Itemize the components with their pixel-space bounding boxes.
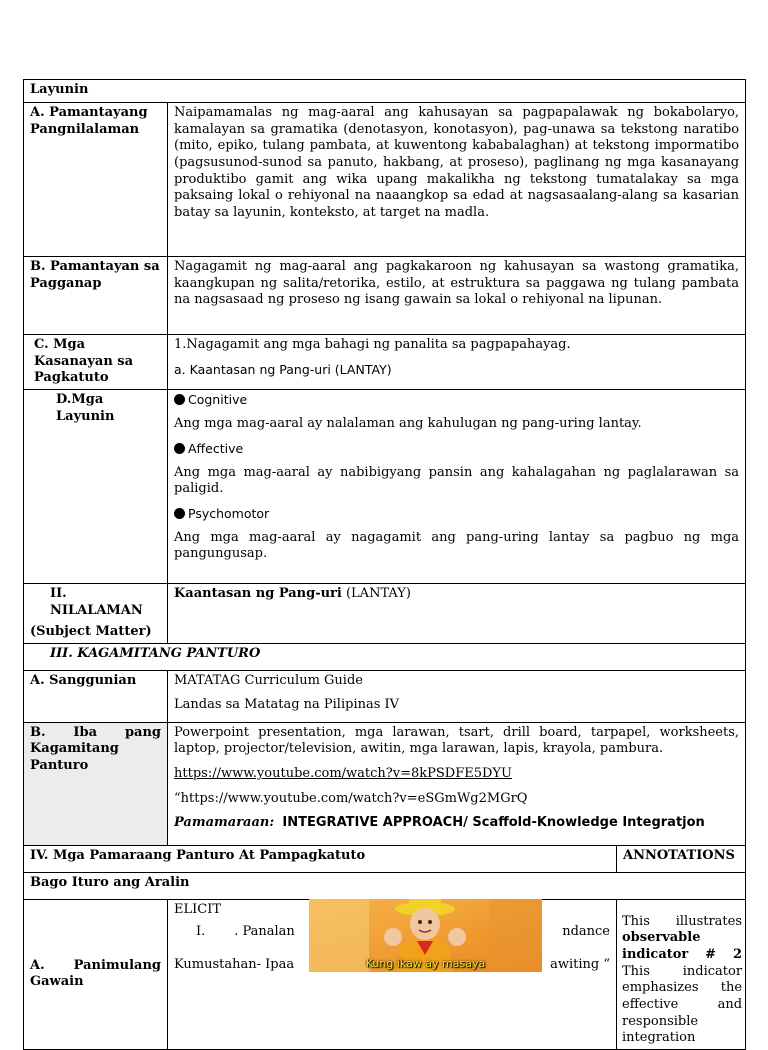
affective-heading (174, 441, 739, 457)
kasanayan-line-2: a. Kaantasan ng Pang-uri (LANTAY) (174, 361, 392, 377)
kagamitan-heading: III. KAGAMITANG PANTURO (24, 643, 746, 670)
kasanayan-line-1: 1.Nagagamit ang mga bahagi ng panalita sa pagpapahayag. (174, 337, 571, 352)
kasanayan-label: C. Mga Kasanayan sa Pagkatuto (24, 335, 168, 390)
layunin-heading: Layunin (24, 80, 746, 103)
sanggunian-content (168, 670, 746, 722)
cognitive-text: Ang mga mag-aaral ay nalalaman ang kahulugan ng pang-uring lantay. (174, 415, 642, 431)
annotation-cell (617, 899, 746, 1049)
annotation-bold: observable indicator # 2 (622, 930, 743, 962)
psychomotor-label: Psychomotor (188, 505, 270, 521)
pamaraang-row (24, 845, 746, 872)
sanggunian-row (24, 670, 746, 722)
annotation-text-2: This indicator emphasizes the effective and responsible integration (622, 963, 743, 1046)
pamamaraan-line (174, 815, 739, 832)
affective-text: Ang mga mag-aaral ay nabibigyang pansin ang kahalagahan ng paglalarawan sa paligid. (174, 464, 740, 497)
cognitive-label: Cognitive (188, 391, 248, 407)
pamantayan-sa-pagganap-label: B. Pamantayan sa Pagganap (24, 257, 168, 335)
panimulang-line-b-right: awiting “ (550, 957, 610, 972)
affective-label: Affective (188, 440, 244, 456)
nilalaman-title-rest: (LANTAY) (341, 585, 411, 601)
panimulang-line-a-num: I. (196, 924, 206, 940)
youtube-link-2[interactable]: “https://www.youtube.com/watch?v=eSGmWg2MGrQ (174, 790, 528, 806)
bullet-icon (174, 443, 185, 454)
nilalaman-row (24, 583, 746, 643)
nilalaman-title: Kaantasan ng Pang-uri (174, 585, 342, 601)
panimulang-line-b-left: Kumustahan- Ipaa (174, 957, 295, 972)
kasanayan-content (168, 335, 746, 390)
pamaraang-heading: IV. Mga Pamaraang Panturo At Pampagkatuto (24, 845, 617, 872)
cognitive-heading (174, 392, 739, 408)
nilalaman-label-1: II. NILALAMAN (50, 585, 143, 618)
pamamaraan-text: INTEGRATIVE APPROACH/ Scaffold-Knowledge Integratjon (282, 815, 705, 831)
song-video-thumbnail (309, 899, 542, 972)
pamantayan-sa-pagganap-text: Nagagamit ng mag-aaral ang pagkakaroon ng kahusayan sa wastong gramatika, kaangkupan ng salita/retorika, estilo, at estruktura sa paggawa ng tulang pambata na nagsasaad ng proseso ng isang gawain sa lokal o rehiyonal na lipunan. (168, 257, 746, 335)
kasanayan-row (24, 335, 746, 390)
panimulang-line-a-left (174, 924, 295, 941)
iba-pang-label: B. Iba pang Kagamitang Panturo (24, 722, 168, 845)
layunin-row (24, 80, 746, 103)
iba-pang-content (168, 722, 746, 845)
song-caption: Kung ikaw ay masaya (365, 957, 486, 970)
annotation-text-1: This illustrates (622, 913, 743, 929)
bago-row (24, 872, 746, 899)
bullet-icon (174, 394, 185, 405)
nilalaman-label (24, 583, 168, 643)
iba-pang-row (24, 722, 746, 845)
layunin-d-row (24, 389, 746, 583)
elicit-label: ELICIT (174, 901, 222, 917)
panimulang-line-a-right: ndance (562, 924, 610, 940)
annotations-heading: ANNOTATIONS (617, 845, 746, 872)
kagamitan-row (24, 643, 746, 670)
panimulang-label: A. Panimulang Gawain (24, 899, 168, 1049)
nilalaman-content (168, 583, 746, 643)
psychomotor-text: Ang mga mag-aaral ay nagagamit ang pang-uring lantay sa pagbuo ng mga pangungusap. (174, 529, 740, 562)
bago-heading: Bago Ituro ang Aralin (24, 872, 746, 899)
sanggunian-label: A. Sanggunian (24, 670, 168, 722)
pamantayang-pangnilalaman-text: Naipamamalas ng mag-aaral ang kahusayan sa pagpapalawak ng bokabolaryo, kamalayan sa gramatika (denotasyon, konotasyon), pag-unawa sa tekstong naratibo (mito, epiko, tulang pambata, at kuwentong kababalaghan) at tekstong impormatibo (pagsusunod-sunod sa panuto, hakbang, at proseso), paglinang ng mga kasanayang produktibo gamit ang wika upang makalikha ng tekstong tumatalakay sa mga paksaing lokal o rehiyonal na naaangkop sa edad at nagsasaalang-alang sa kasarian batay sa layunin, konteksto, at target na madla. (168, 103, 746, 257)
bullet-icon (174, 508, 185, 519)
layunin-d-content (168, 389, 746, 583)
pamantayan-sa-pagganap-row (24, 257, 746, 335)
layunin-d-label: D.Mga Layunin (24, 389, 168, 583)
youtube-link-1[interactable]: https://www.youtube.com/watch?v=8kPSDFE5DYU (174, 766, 512, 781)
pamantayang-pangnilalaman-row (24, 103, 746, 257)
pamamaraan-label: Pamamaraan: (174, 815, 275, 831)
nilalaman-label-2: (Subject Matter) (30, 624, 152, 640)
sanggunian-line-2: Landas sa Matatag na Pilipinas IV (174, 697, 400, 713)
psychomotor-heading (174, 506, 739, 522)
pamantayang-pangnilalaman-label: A. Pamantayang Pangnilalaman (24, 103, 168, 257)
panimulang-line-a-text: . Panalan (234, 924, 295, 940)
iba-pang-text: Powerpoint presentation, mga larawan, tsart, drill board, tarpapel, worksheets, laptop, projector/television, awitin, mga larawan, lapis, krayola, pambura. (174, 724, 740, 757)
sanggunian-line-1: MATATAG Curriculum Guide (174, 672, 363, 688)
